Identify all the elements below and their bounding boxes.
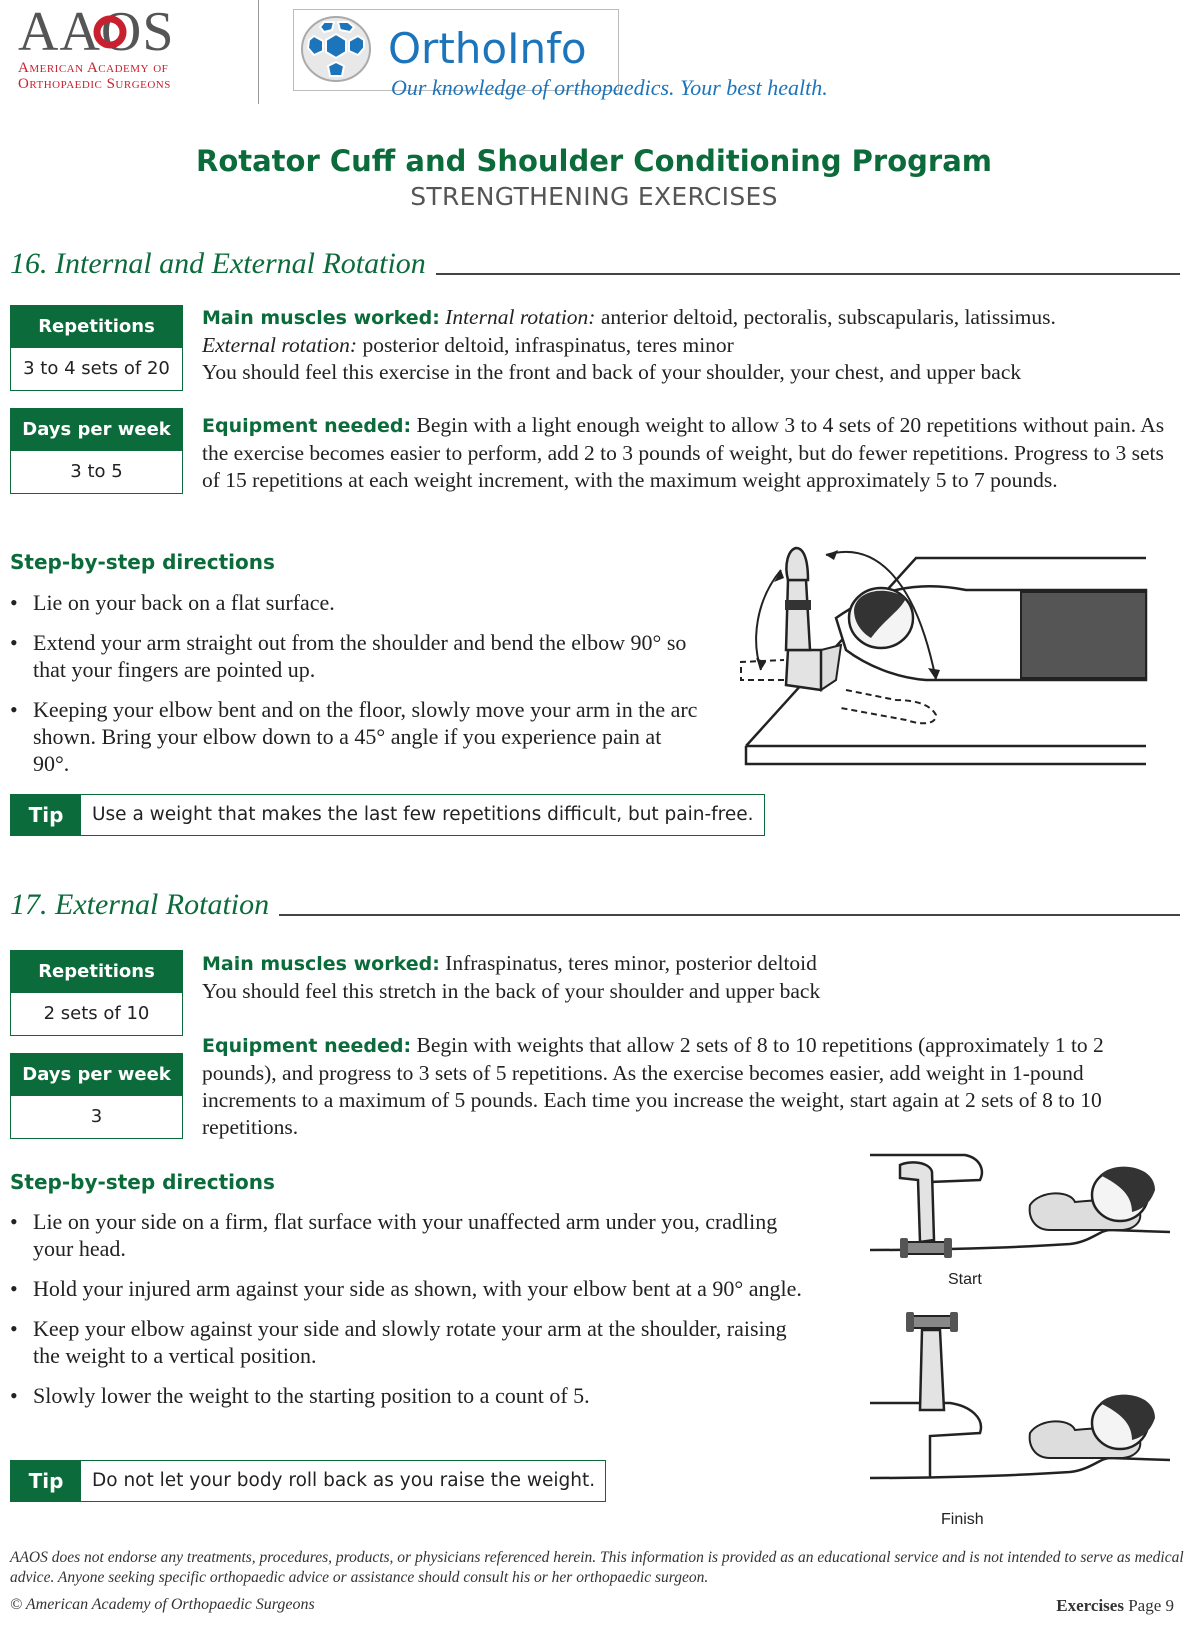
list-item: • Hold your injured arm against your side as shown, with your elbow bent at a 90° angle. <box>10 1275 810 1302</box>
equipment-label: Equipment needed: <box>202 415 412 437</box>
feel-text: You should feel this stretch in the back of your shoulder and upper back <box>202 979 821 1003</box>
page-title: Rotator Cuff and Shoulder Conditioning Program <box>195 144 992 178</box>
exercise-17-heading-text: 17. External Rotation <box>10 888 270 921</box>
orthoinfo-tagline: Our knowledge of orthopaedics. Your best health. <box>391 75 828 100</box>
equipment-text: Begin with a light enough weight to allow 3 to 4 sets of 20 repetitions without pain. As the exercise becomes easier to perform, add 2 to 3 pounds of weight, but do fewer repetitions. Progress to 3 sets of 15 repetitions at each weight increment, with the maximum weight approximately 5 to 7 pounds. <box>202 413 1165 492</box>
tip-label: Tip <box>11 1461 81 1501</box>
copyright: © American Academy of Orthopaedic Surgeons <box>10 1596 315 1613</box>
muscles-label: Main muscles worked: <box>202 307 440 329</box>
repetitions-label: Repetitions <box>11 306 182 348</box>
feel-text: You should feel this exercise in the front and back of your shoulder, your chest, and upper back <box>202 360 1022 384</box>
list-item: • Keep your elbow against your side and slowly rotate your arm at the shoulder, raising the weight to a vertical position. <box>10 1315 810 1369</box>
muscles-text: Infraspinatus, teres minor, posterior deltoid <box>439 951 817 975</box>
aaos-logo-name <box>18 60 171 92</box>
muscles-internal-text: anterior deltoid, pectoralis, subscapularis, latissimus. <box>595 305 1056 329</box>
disclaimer: AAOS does not endorse any treatments, procedures, products, or physicians referenced herein. This information is provided as an educational service and is not intended to serve as medical advice. Anyone seeking specific orthopaedic advice or assistance should consult his or her orthopaedic surgeon. <box>10 1549 1184 1586</box>
aaos-name-line2: Orthopaedic Surgeons <box>18 76 171 92</box>
tip-label: Tip <box>11 795 81 835</box>
list-item: • Keeping your elbow bent and on the floor, slowly move your arm in the arc shown. Bring your elbow down to a 45° angle if you experience pain at 90°. <box>10 696 700 777</box>
finish-label: Finish <box>941 1511 984 1528</box>
days-label: Days per week <box>11 409 182 451</box>
equipment-text: Begin with weights that allow 2 sets of 8 to 10 repetitions (approximately 1 to 2 pounds), and progress to 3 sets of 5 repetitions. As the exercise becomes easier, add weight in 1-pound increments to a maximum of 5 pounds. Each time you increase the weight, start again at 2 sets of 8 to 10 repetitions. <box>202 1033 1104 1139</box>
exercise-16-steps <box>10 589 700 790</box>
header-divider <box>258 0 259 104</box>
page-number-value: Page 9 <box>1123 1596 1174 1615</box>
exercise-17-repetitions-box <box>10 950 183 1036</box>
heading-rule <box>279 914 1180 916</box>
page-number <box>1056 1596 1174 1616</box>
repetitions-label: Repetitions <box>11 951 182 993</box>
orthoinfo-title: OrthoInfo <box>388 24 587 73</box>
equipment-label: Equipment needed: <box>202 1035 412 1057</box>
exercise-16-muscles <box>202 304 1177 386</box>
exercise-17-days-box <box>10 1053 183 1139</box>
heading-rule <box>436 273 1180 275</box>
days-label: Days per week <box>11 1054 182 1096</box>
external-rotation-finish-illustration <box>870 1308 1180 1498</box>
exercise-17-heading <box>10 888 1180 922</box>
days-value: 3 to 5 <box>70 461 123 482</box>
list-item: • Extend your arm straight out from the shoulder and bend the elbow 90° so that your fingers are pointed up. <box>10 629 700 683</box>
aaos-logo-mark <box>92 14 128 50</box>
list-item: • Lie on your side on a firm, flat surface with your unaffected arm under you, cradling your head. <box>10 1208 810 1262</box>
muscles-label: Main muscles worked: <box>202 953 440 975</box>
page-subtitle: STRENGTHENING EXERCISES <box>410 182 778 211</box>
list-item: • Lie on your back on a flat surface. <box>10 589 700 616</box>
exercise-16-tip <box>10 794 765 836</box>
exercise-16-heading <box>10 247 1180 281</box>
page-label: Exercises <box>1056 1596 1124 1615</box>
aaos-name-line1: American Academy of <box>18 60 169 76</box>
exercise-17-steps-heading: Step-by-step directions <box>10 1170 275 1194</box>
external-rotation-start-illustration <box>870 1150 1180 1270</box>
muscles-internal-label: Internal rotation: <box>445 305 596 329</box>
days-value: 3 <box>90 1106 103 1127</box>
orthoinfo-sphere-icon <box>298 14 374 84</box>
repetitions-value: 3 to 4 sets of 20 <box>23 358 170 379</box>
exercise-16-repetitions-box <box>10 305 183 391</box>
exercise-17-muscles <box>202 950 1177 1005</box>
muscles-external-label: External rotation: <box>202 333 358 357</box>
list-item: • Slowly lower the weight to the starting position to a count of 5. <box>10 1382 810 1409</box>
exercise-17-equipment <box>202 1032 1177 1141</box>
muscles-external-text: posterior deltoid, infraspinatus, teres minor <box>357 333 734 357</box>
exercise-16-equipment <box>202 412 1177 494</box>
internal-external-rotation-illustration <box>726 540 1172 802</box>
start-label: Start <box>948 1271 982 1288</box>
exercise-16-steps-heading: Step-by-step directions <box>10 550 275 574</box>
tip-text: Do not let your body roll back as you raise the weight. <box>92 1470 596 1491</box>
tip-text: Use a weight that makes the last few repetitions difficult, but pain-free. <box>92 804 754 825</box>
aaos-logo-letters: AAOS <box>18 1 175 63</box>
exercise-16-heading-text: 16. Internal and External Rotation <box>10 247 426 280</box>
exercise-16-days-box <box>10 408 183 494</box>
repetitions-value: 2 sets of 10 <box>43 1003 150 1024</box>
exercise-17-tip <box>10 1460 606 1502</box>
exercise-17-steps <box>10 1208 810 1422</box>
